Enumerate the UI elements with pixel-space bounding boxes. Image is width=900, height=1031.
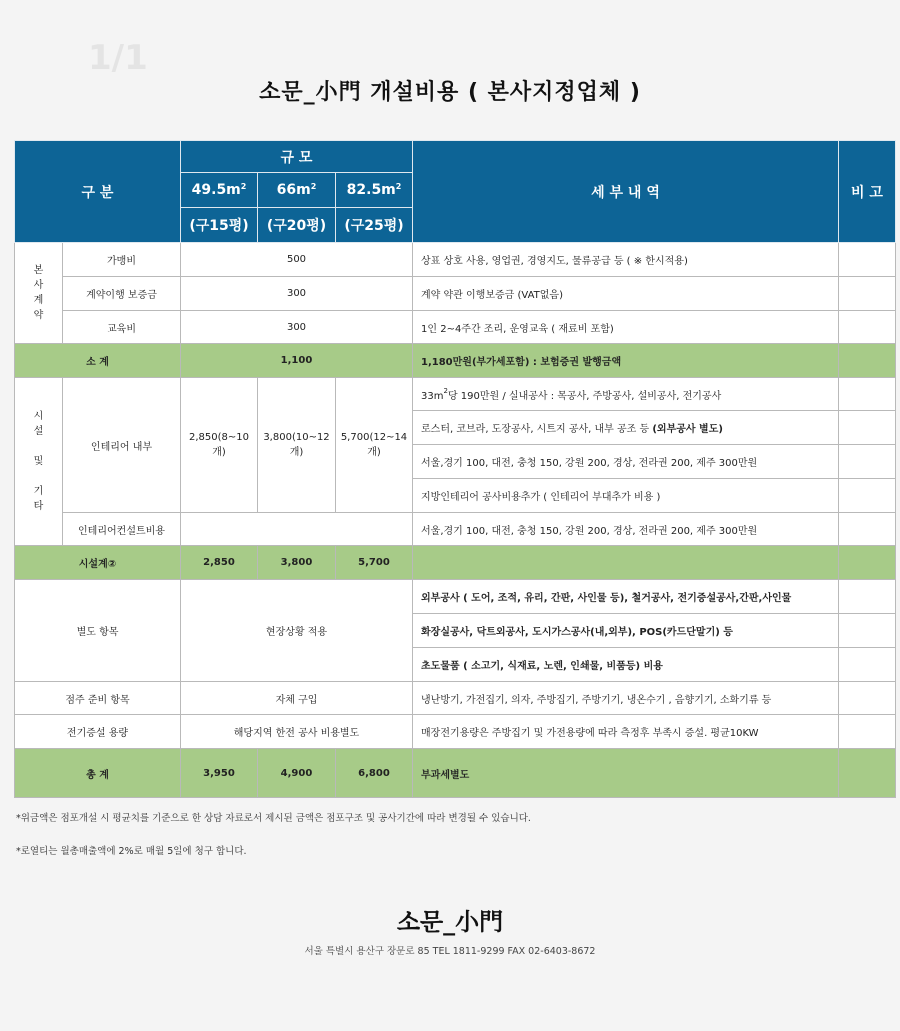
total-value: 3,950 (181, 749, 258, 798)
row-remark (839, 243, 896, 277)
row-value: 300 (181, 311, 413, 344)
row-detail: $33m^2$당 190만원 / 실내공사 : 목공사, 주방공사, 설비공사, 전기공사 (413, 378, 839, 411)
consulting-item: 인테리어컨설트비용 (63, 513, 181, 546)
subtotal-value: 2,850 (181, 546, 258, 580)
row-value: 500 (181, 243, 413, 277)
row-detail: 계약 약관 이행보증금 (VAT없음) (413, 277, 839, 311)
row-remark (839, 648, 896, 682)
row-detail: 초도물품 ( 소고기, 식재료, 노렌, 인쇄물, 비품등) 비용 (413, 648, 839, 682)
row-remark (839, 445, 896, 479)
row-detail: 서울,경기 100, 대전, 충청 150, 강원 200, 경상, 전라권 200, 제주 300만원 (413, 513, 839, 546)
row-item: 가맹비 (63, 243, 181, 277)
interior-value: 2,850(8~10개) (181, 378, 258, 513)
interior-value: 3,800(10~12개) (258, 378, 336, 513)
size-area: $82.5m^2$ (336, 173, 413, 208)
facilities-label: 시 설 및 기 타 (15, 378, 63, 546)
store-prep-item: 점주 준비 항목 (15, 682, 181, 715)
row-remark (839, 682, 896, 715)
remarks-header: 비 고 (839, 141, 896, 243)
separate-value: 현장상황 적용 (181, 580, 413, 682)
subtotal-value: 1,100 (181, 344, 413, 378)
scale-header: 규 모 (181, 141, 413, 173)
size-pyeong: (구15평) (181, 208, 258, 243)
row-remark (839, 614, 896, 648)
table-row (15, 378, 896, 411)
row-detail: 매장전기용량은 주방집기 및 가전용량에 따라 측정후 부족시 증설. 평균10KW (413, 715, 839, 749)
row-detail: 서울,경기 100, 대전, 충청 150, 강원 200, 경상, 전라권 200, 제주 300만원 (413, 445, 839, 479)
row-value (181, 513, 413, 546)
separate-item: 별도 항목 (15, 580, 181, 682)
size-area: $66m^2$ (258, 173, 336, 208)
row-detail: 로스터, 코브라, 도장공사, 시트지 공사, 내부 공조 등 (외부공사 별도) (413, 411, 839, 445)
subtotal-row (15, 344, 896, 378)
page-indicator: 1/1 (88, 38, 148, 78)
row-detail: 지방인테리어 공사비용추가 ( 인테리어 부대추가 비용 ) (413, 479, 839, 513)
size-pyeong: (구25평) (336, 208, 413, 243)
row-remark (839, 513, 896, 546)
subtotal-label: 소 계 (15, 344, 181, 378)
row-remark (839, 580, 896, 614)
power-item: 전기증설 용량 (15, 715, 181, 749)
interior-value: 5,700(12~14개) (336, 378, 413, 513)
note-text: *로열티는 월총매출액에 2%로 매월 5일에 청구 합니다. (16, 846, 247, 857)
row-remark (839, 378, 896, 411)
total-row (15, 749, 896, 798)
row-remark (839, 715, 896, 749)
row-remark (839, 479, 896, 513)
table-row (15, 682, 896, 715)
power-value: 해당지역 한전 공사 비용별도 (181, 715, 413, 749)
table-row (15, 580, 896, 614)
note-text: *위금액은 점포개설 시 평균치를 기준으로 한 상담 자료로서 제시된 금액은 점포구조 및 공사기간에 따라 변경될 수 있습니다. (16, 813, 531, 824)
table-row (15, 715, 896, 749)
row-remark (839, 749, 896, 798)
store-prep-value: 자체 구입 (181, 682, 413, 715)
subtotal-label: 시설계② (15, 546, 181, 580)
table-row (15, 311, 896, 344)
row-detail: 상표 상호 사용, 영업권, 경영지도, 물류공급 등 ( ※ 한시적용) (413, 243, 839, 277)
footer-address: 서울 특별시 용산구 장문로 85 TEL 1811-9299 FAX 02-6403-8672 (304, 946, 596, 957)
row-value: 300 (181, 277, 413, 311)
total-value: 6,800 (336, 749, 413, 798)
hq-contract-label: 본 사 계 약 (15, 243, 63, 344)
row-remark (839, 411, 896, 445)
subtotal-row (15, 546, 896, 580)
total-detail: 부과세별도 (413, 749, 839, 798)
division-header: 구 분 (15, 141, 181, 243)
row-remark (839, 311, 896, 344)
table-row (15, 277, 896, 311)
interior-item: 인테리어 내부 (63, 378, 181, 513)
page-title: 소문_小門 개설비용 ( 본사지정업체 ) (259, 80, 641, 105)
header-row (15, 141, 896, 173)
cost-table (14, 140, 896, 798)
subtotal-value: 5,700 (336, 546, 413, 580)
row-detail: 1인 2~4주간 조리, 운영교육 ( 재료비 포함) (413, 311, 839, 344)
subtotal-value: 3,800 (258, 546, 336, 580)
row-detail: 냉난방기, 가전집기, 의자, 주방집기, 주방기기, 냉온수기 , 음향기기, 소화기류 등 (413, 682, 839, 715)
row-item: 교육비 (63, 311, 181, 344)
row-remark (839, 546, 896, 580)
row-remark (839, 344, 896, 378)
brand-logo: 소문_小門 (396, 908, 504, 936)
subtotal-detail (413, 546, 839, 580)
size-pyeong: (구20평) (258, 208, 336, 243)
details-header: 세 부 내 역 (413, 141, 839, 243)
table-row (15, 513, 896, 546)
total-label: 총 계 (15, 749, 181, 798)
row-detail: 화장실공사, 닥트외공사, 도시가스공사(내,외부), POS(카드단말기) 등 (413, 614, 839, 648)
subtotal-detail: 1,180만원(부가세포함) : 보험증권 발행금액 (413, 344, 839, 378)
row-detail: 외부공사 ( 도어, 조적, 유리, 간판, 사인물 등), 철거공사, 전기증설공사,간판,사인물 (413, 580, 839, 614)
total-value: 4,900 (258, 749, 336, 798)
row-item: 계약이행 보증금 (63, 277, 181, 311)
size-area: $49.5m^2$ (181, 173, 258, 208)
table-row (15, 243, 896, 277)
row-remark (839, 277, 896, 311)
